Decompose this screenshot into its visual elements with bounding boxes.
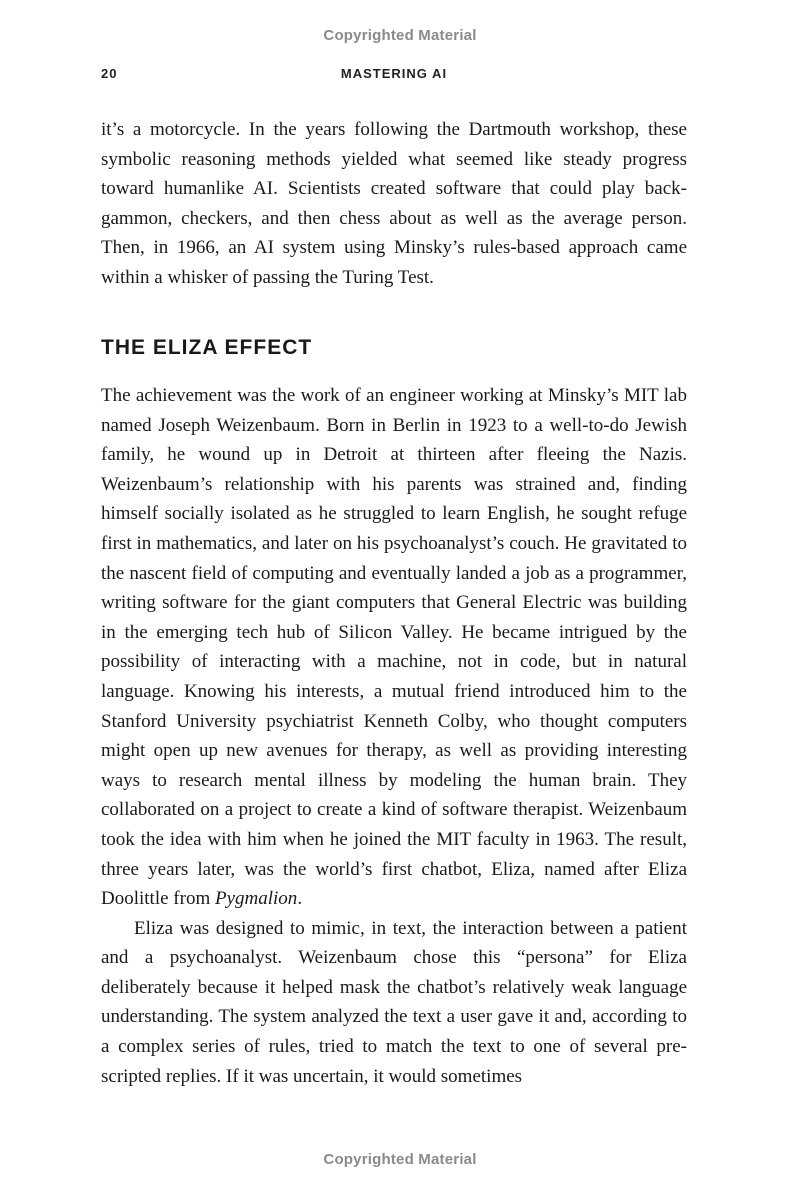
copyright-watermark-top: Copyrighted Material: [323, 27, 477, 44]
copyright-watermark-bottom: Copyrighted Material: [323, 1151, 477, 1168]
section-text-block: [101, 381, 687, 1091]
paragraph-1-end: .: [297, 888, 303, 910]
intro-text-block: [101, 115, 687, 293]
paragraph-1-text: The achievement was the work of an engineer working at Minsky’s MIT lab named Joseph Weizenbaum. Born in Berlin in 1923 to a well-to-do Jewish family, he wound up in Detroit at thirteen after fleeing the Nazis. Weizenbaum’s relationship with his parents was strained and, finding himself socially isolated as he struggled to learn English, he sought refuge first in mathematics, and later on his psychoanalyst’s couch. He gravitated to the nascent field of computing and eventually landed a job as a programmer, writing software for the giant computers that General Electric was building in the emerging tech hub of Silicon Valley. He became intrigued by the possibility of interacting with a machine, not in code, but in natural language. Knowing his interests, a mutual friend introduced him to the Stanford University psychiatrist Kenneth Colby, who thought computers might open up new avenues for therapy, as well as providing interesting ways to research mental illness by modeling the human brain. They collaborated on a project to create a kind of software therapist. Weizenbaum took the idea with him when he joined the MIT faculty in 1963. The result, three years later, was the world’s first chatbot, Eliza, named after Eliza Doolittle from: [101, 385, 687, 910]
book-reference-italic: Pygmalion: [214, 888, 298, 910]
book-title: MASTERING AI: [340, 66, 448, 81]
section-heading: THE ELIZA EFFECT: [101, 336, 313, 359]
running-head: [101, 66, 687, 88]
body-paragraph-2: Eliza was designed to mimic, in text, the interaction between a patient and a psychoanalyst. Weizenbaum chose this “persona” for Eliza deliberately because it helped mask the chatbot’s relatively weak language understanding. The system analyzed the text a user gave it and, according to a complex series of rules, tried to match the text to one of several pre-scripted replies. If it was uncertain, it would sometimes: [101, 917, 687, 1087]
body-paragraph-1: [101, 381, 687, 914]
intro-paragraph: it’s a motorcycle. In the years following the Dartmouth workshop, these symbolic reasoning methods yielded what seemed like steady progress toward humanlike AI. Scientists created software that could play backgammon, checkers, and then chess about as well as the average person. Then, in 1966, an AI system using Minsky’s rules-based approach came within a whisker of passing the Turing Test.: [101, 119, 687, 288]
page-number: 20: [101, 66, 118, 81]
